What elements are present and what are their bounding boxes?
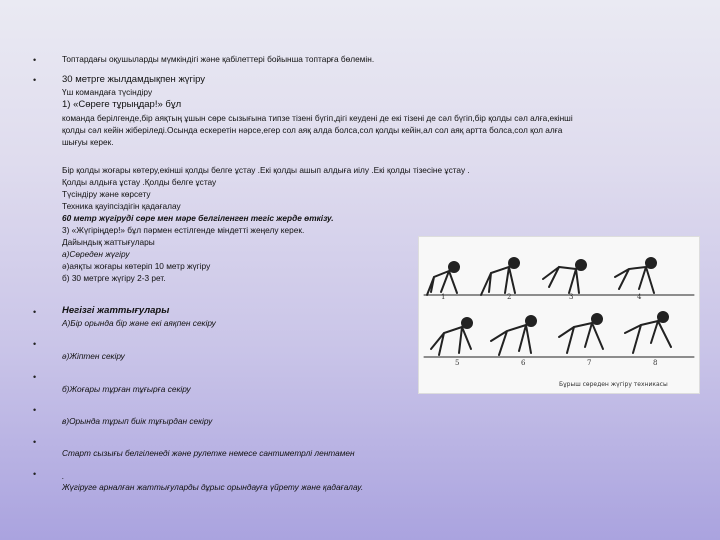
text-line: б) 30 метрге жүгіру 2-3 рет. <box>62 273 166 283</box>
text-line: 1) «Сөреге тұрыңдар!» бұл <box>62 99 182 110</box>
runner-figure-6 <box>491 316 536 355</box>
bullet: • <box>33 55 37 65</box>
text-line: в)Орында тұрып биік тұғырдан секіру <box>62 416 213 426</box>
text-line: Топтардағы оқушыларды мүмкіндігі және қабілеттері бойынша топтарға бөлемін. <box>62 54 375 64</box>
text-line: Жүгіруге арналған жаттығуларды дұрыс орындауға үйрету және қадағалау. <box>62 482 364 492</box>
text-line: Қолды алдыға ұстау .Қолды белге ұстау <box>62 177 217 187</box>
bullet: • <box>33 75 37 85</box>
text-line: ә)Жіптен секіру <box>62 351 125 361</box>
heading-sprint-30m: 30 метрге жылдамдықпен жүгіру <box>62 74 206 85</box>
text-line: Бір қолды жоғары көтеру,екінші қолды белге ұстау .Екі қолды ашып алдыға иілу .Екі қолды тізесіне ұстау . <box>62 165 470 175</box>
text-line: Старт сызығы белгіленеді және рулетке немесе сантиметрлі лентамен <box>62 448 355 458</box>
text-line: шығуы керек. <box>62 137 114 147</box>
text-line: 60 метр жүгіруді сөре мен мәре белгіленген тегіс жерде өткізу. <box>62 213 334 223</box>
sprint-start-figure <box>418 236 700 394</box>
bullet: • <box>33 405 37 415</box>
bullet: • <box>33 339 37 349</box>
text-line: команда берілгенде,бір аяқтың ұшын сөре сызығына типзе тізені бүгіп,дігі кеудені де екі тізені де сәл бүгіп,бір қолды сәл алға,екінші <box>62 113 573 123</box>
runner-figure-3 <box>543 260 586 293</box>
heading-main-exercises: Негізгі жаттығулары <box>62 305 170 316</box>
runner-figure-7 <box>559 314 603 353</box>
text-line: қолды сәл кейін жіберіледі.Осында ескеретін нәрсе,егер сол аяқ алда болса,сол қолды кейін,ал сол аяқ артта болса,сол қол алға <box>62 125 563 135</box>
text-line: 3) «Жүгіріңдер!» бұл пәрмен естілгенде міндетті жеңелу керек. <box>62 225 305 235</box>
runner-figure-5 <box>431 318 472 355</box>
figure-caption: Бұрыш сөреден жүгіру техникасы <box>559 381 668 388</box>
bullet: • <box>33 469 37 479</box>
runner-figure-1 <box>427 262 459 295</box>
figure-label: 2 <box>507 293 512 301</box>
text-line: Техника қауіпсіздігін қадағалау <box>62 201 181 211</box>
text-line: б)Жоғары тұрған тұғырға секіру <box>62 384 191 394</box>
figure-label: 4 <box>637 293 642 301</box>
bullet: • <box>33 437 37 447</box>
runner-sequence-drawing <box>419 237 699 393</box>
text-line: . <box>62 471 65 481</box>
figure-label: 6 <box>521 359 526 367</box>
bullet: • <box>33 372 37 382</box>
runner-figure-8 <box>625 312 671 353</box>
text-line: Үш командаға түсіндіру <box>62 87 153 97</box>
text-line: а)Сөреден жүгіру <box>62 249 130 259</box>
figure-label: 5 <box>455 359 460 367</box>
figure-label: 1 <box>441 293 446 301</box>
text-line: Дайындық жаттығулары <box>62 237 155 247</box>
text-line: ә)аяқты жоғары көтеріп 10 метр жүгіру <box>62 261 211 271</box>
bullet: • <box>33 307 37 317</box>
figure-label: 3 <box>569 293 574 301</box>
figure-label: 8 <box>653 359 658 367</box>
figure-label: 7 <box>587 359 592 367</box>
text-line: Түсіндіру және көрсету <box>62 189 151 199</box>
runner-figure-4 <box>615 258 656 293</box>
runner-figure-2 <box>481 258 519 295</box>
text-line: А)Бір орында бір және екі аяқпен секіру <box>62 318 216 328</box>
